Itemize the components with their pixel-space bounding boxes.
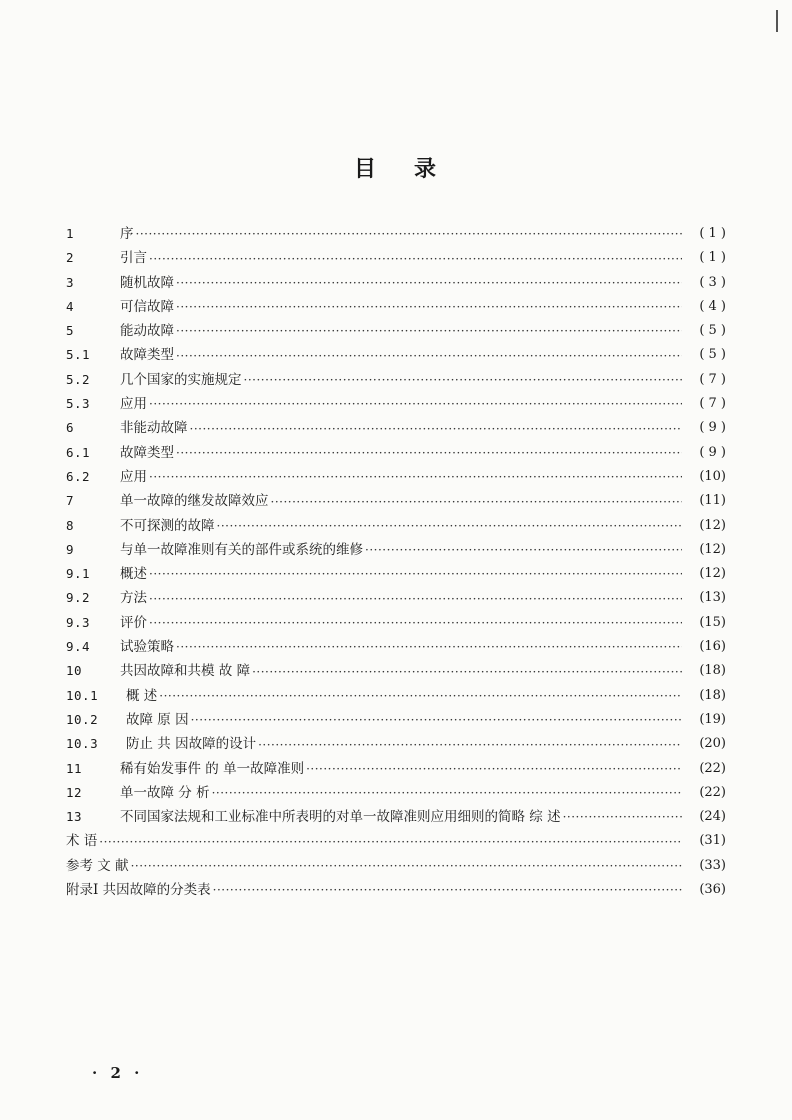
- toc-entry-label: 应用: [120, 396, 147, 413]
- toc-entry: [66, 441, 726, 465]
- toc-entry-label: 引言: [120, 250, 147, 267]
- toc-entry-number: 6: [66, 420, 75, 436]
- toc-entry-page: (22): [699, 784, 726, 800]
- toc-entry-number: 6.2: [66, 468, 91, 484]
- toc-entry-page: ( 1 ): [699, 226, 726, 241]
- toc-entry: [66, 562, 726, 586]
- toc-entry-label: 不同国家法规和工业标准中所表明的对单一故障准则应用细则的简略 综 述: [120, 809, 561, 826]
- toc-entry-page: (19): [699, 711, 726, 727]
- toc-leader-dots: [149, 586, 682, 610]
- toc-leader-dots: [306, 757, 682, 781]
- toc-entry-page: (18): [699, 663, 726, 679]
- toc-entry-label: 几个国家的实施规定: [120, 371, 242, 388]
- toc-entry-page: (12): [699, 566, 726, 582]
- toc-entry-label: 防止 共 因故障的设计: [126, 736, 257, 753]
- toc-leader-dots: [212, 781, 682, 805]
- toc-entry-number: 9.4: [66, 639, 91, 655]
- toc-leader-dots: [149, 562, 682, 586]
- toc-leader-dots: [136, 222, 683, 246]
- toc-entry-page: ( 4 ): [699, 298, 726, 314]
- toc-entry-page: (36): [699, 882, 726, 898]
- toc-entry-page: (11): [699, 493, 726, 509]
- toc-entry: [66, 295, 726, 319]
- toc-entry-page: (22): [699, 760, 726, 776]
- toc-entry-number: 9: [66, 541, 75, 557]
- toc-entry-label: 可信故障: [120, 298, 174, 315]
- toc-entry-page: (24): [699, 809, 726, 825]
- toc-entry-number: 5.2: [66, 371, 91, 387]
- toc-leader-dots: [252, 659, 682, 683]
- toc-entry-number: 10.3: [66, 736, 99, 752]
- toc-leader-dots: [131, 854, 682, 878]
- toc-entry-number: 10.2: [66, 711, 99, 727]
- page-number: · 2 ·: [92, 1064, 144, 1082]
- toc-entry: [66, 222, 726, 246]
- toc-entry: [66, 878, 726, 902]
- toc-entry-number: 7: [66, 493, 75, 509]
- toc-entry-number: 2: [66, 250, 75, 266]
- title-char-2: 录: [414, 157, 439, 182]
- toc-leader-dots: [176, 441, 682, 465]
- toc-leader-dots: [190, 416, 683, 440]
- toc-entry-label: 故障 原 因: [126, 711, 189, 728]
- toc-entry: [66, 805, 726, 829]
- toc-entry: [66, 611, 726, 635]
- toc-entry-page: (15): [699, 614, 726, 630]
- toc-entry-page: ( 7 ): [699, 396, 726, 412]
- toc-entry-label: 非能动故障: [120, 420, 188, 437]
- toc-entry-number: 6.1: [66, 444, 91, 460]
- toc-entry: [66, 757, 726, 781]
- toc-leader-dots: [271, 489, 683, 513]
- toc-entry: [66, 538, 726, 562]
- toc-entry-page: (16): [699, 639, 726, 655]
- toc-leader-dots: [176, 343, 682, 367]
- toc-entry-number: 4: [66, 298, 75, 314]
- toc-entry-page: (12): [699, 517, 726, 533]
- toc-entry-label: 概 述: [126, 687, 158, 704]
- toc-entry: [66, 829, 726, 853]
- toc-entry-page: (18): [699, 687, 726, 703]
- toc-entry-label: 故障类型: [120, 347, 174, 364]
- toc-entry-number: 10: [66, 663, 83, 679]
- toc-entry-number: 9.1: [66, 566, 91, 582]
- toc-entry-page: ( 5 ): [699, 323, 726, 339]
- toc-entry-page: ( 1 ): [699, 250, 726, 266]
- toc-entry: [66, 465, 726, 489]
- toc-entry-page: (12): [699, 541, 726, 557]
- toc-entry-number: 9.3: [66, 614, 91, 630]
- title-char-1: 目: [353, 157, 378, 182]
- toc-entry-number: 5: [66, 323, 75, 339]
- toc-entry-label: 单一故障 分 析: [120, 784, 210, 801]
- toc-entry: [66, 319, 726, 343]
- toc-entry: [66, 684, 726, 708]
- toc-entry-number: 1: [66, 226, 75, 241]
- toc-leader-dots: [176, 271, 682, 295]
- toc-leader-dots: [563, 805, 682, 829]
- toc-entry-page: ( 9 ): [699, 420, 726, 436]
- toc-entry-page: ( 3 ): [699, 274, 726, 290]
- toc-entry-label: 应用: [120, 468, 147, 485]
- toc-entry-label: 参考 文 献: [66, 857, 129, 874]
- toc-leader-dots: [99, 829, 682, 853]
- toc-entry-number: 10.1: [66, 687, 99, 703]
- toc-leader-dots: [191, 708, 682, 732]
- toc-entry-label: 术 语: [66, 833, 98, 850]
- toc-entry: [66, 732, 726, 756]
- toc-entry: [66, 708, 726, 732]
- toc-entry-page: (31): [699, 833, 726, 849]
- table-of-contents: [66, 222, 726, 902]
- toc-entry-label: 序: [120, 226, 134, 242]
- toc-entry-number: 13: [66, 809, 83, 825]
- toc-entry: [66, 635, 726, 659]
- toc-leader-dots: [149, 465, 682, 489]
- toc-leader-dots: [365, 538, 682, 562]
- toc-entry-page: (13): [699, 590, 726, 606]
- toc-entry-number: 3: [66, 274, 75, 290]
- toc-entry-label: 不可探测的故障: [120, 517, 215, 534]
- toc-entry-number: 12: [66, 784, 83, 800]
- toc-leader-dots: [217, 514, 683, 538]
- toc-entry-label: 评价: [120, 614, 147, 631]
- toc-entry: [66, 246, 726, 270]
- toc-entry: [66, 416, 726, 440]
- toc-entry-label: 方法: [120, 590, 147, 607]
- toc-entry-label: 稀有始发事件 的 单一故障准则: [120, 760, 305, 777]
- toc-leader-dots: [149, 246, 682, 270]
- toc-entry-label: 试验策略: [120, 639, 174, 656]
- toc-entry-label: 概述: [120, 566, 147, 583]
- toc-entry-label: 与单一故障准则有关的部件或系统的维修: [120, 541, 363, 558]
- toc-entry: [66, 392, 726, 416]
- toc-entry: [66, 271, 726, 295]
- toc-entry: [66, 489, 726, 513]
- toc-leader-dots: [149, 611, 682, 635]
- toc-entry-label: 随机故障: [120, 274, 174, 291]
- toc-entry-number: 11: [66, 760, 83, 776]
- toc-entry-label: 单一故障的继发故障效应: [120, 493, 269, 510]
- toc-entry-number: 5.3: [66, 396, 91, 412]
- toc-entry-page: (20): [699, 736, 726, 752]
- toc-entry: [66, 781, 726, 805]
- toc-entry: [66, 514, 726, 538]
- toc-leader-dots: [213, 878, 682, 902]
- toc-entry-page: (10): [699, 468, 726, 484]
- toc-entry: [66, 854, 726, 878]
- scan-edge-mark: [776, 10, 778, 32]
- toc-entry-page: ( 7 ): [699, 371, 726, 387]
- toc-leader-dots: [176, 295, 682, 319]
- toc-entry-page: (33): [699, 857, 726, 873]
- toc-leader-dots: [176, 635, 682, 659]
- toc-entry: [66, 586, 726, 610]
- toc-entry-page: ( 5 ): [699, 347, 726, 363]
- toc-entry-number: 9.2: [66, 590, 91, 606]
- toc-entry-label: 能动故障: [120, 323, 174, 340]
- toc-entry-number: 5.1: [66, 347, 91, 363]
- toc-leader-dots: [244, 368, 683, 392]
- page-title: [0, 152, 792, 183]
- toc-entry-label: 附录Ⅰ 共因故障的分类表: [66, 882, 211, 899]
- toc-entry: [66, 368, 726, 392]
- toc-leader-dots: [159, 684, 682, 708]
- toc-entry-label: 共因故障和共模 故 障: [120, 663, 251, 680]
- toc-entry: [66, 343, 726, 367]
- toc-entry-page: ( 9 ): [699, 444, 726, 460]
- toc-leader-dots: [176, 319, 682, 343]
- toc-leader-dots: [149, 392, 682, 416]
- toc-entry-label: 故障类型: [120, 444, 174, 461]
- toc-leader-dots: [258, 732, 682, 756]
- toc-entry-number: 8: [66, 517, 75, 533]
- toc-entry: [66, 659, 726, 683]
